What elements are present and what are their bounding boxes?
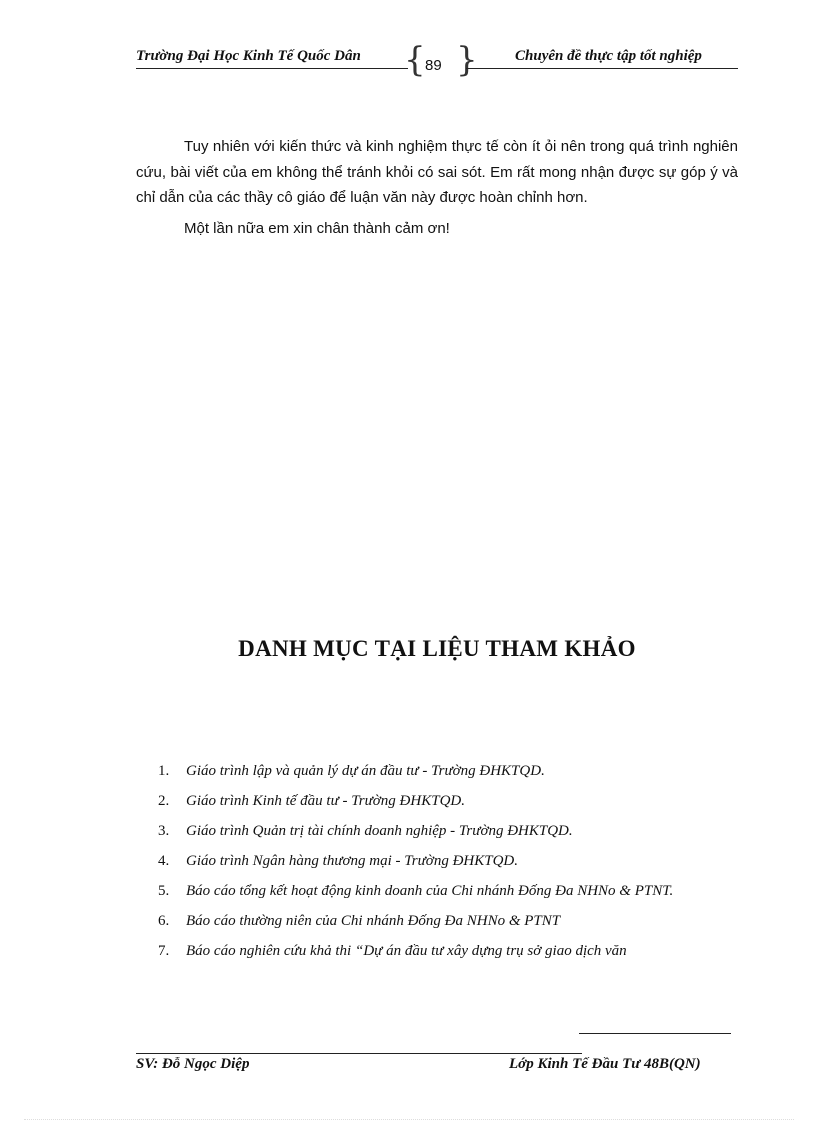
reference-text: Báo cáo nghiên cứu khả thi “Dự án đầu tư xây dựng trụ sở giao dịch văn bbox=[186, 943, 627, 959]
reference-item bbox=[158, 850, 738, 872]
reference-item bbox=[158, 820, 738, 842]
page-number-bracket-open: { bbox=[404, 40, 426, 80]
footer-short-rule bbox=[579, 1033, 731, 1034]
reference-number: 3. bbox=[158, 823, 170, 839]
reference-text: Giáo trình Ngân hàng thương mại - Trường ĐHKTQD. bbox=[186, 853, 518, 869]
reference-text: Báo cáo tổng kết hoạt động kinh doanh của Chi nhánh Đống Đa NHNo & PTNT. bbox=[186, 883, 674, 899]
reference-number: 2. bbox=[158, 793, 170, 809]
reference-number: 7. bbox=[158, 943, 170, 959]
reference-text: Giáo trình Quản trị tài chính doanh nghiệp - Trường ĐHKTQD. bbox=[186, 823, 573, 839]
reference-item bbox=[158, 940, 738, 962]
reference-number: 6. bbox=[158, 913, 170, 929]
reference-text: Báo cáo thường niên của Chi nhánh Đống Đa NHNo & PTNT bbox=[186, 913, 561, 929]
reference-item bbox=[158, 760, 738, 782]
body-paragraph-2: Một lần nữa em xin chân thành cảm ơn! bbox=[184, 220, 450, 237]
reference-number: 5. bbox=[158, 883, 170, 899]
reference-number: 4. bbox=[158, 853, 170, 869]
references-title: DANH MỤC TẠI LIỆU THAM KHẢO bbox=[238, 636, 636, 661]
header-rule-left bbox=[136, 68, 408, 69]
reference-item bbox=[158, 910, 738, 932]
footer-class: Lớp Kinh Tế Đầu Tư 48B(QN) bbox=[509, 1056, 701, 1072]
reference-item bbox=[158, 790, 738, 812]
footer-student: SV: Đỗ Ngọc Diệp bbox=[136, 1056, 250, 1072]
page-number: 89 bbox=[425, 57, 442, 74]
header-rule-right bbox=[466, 68, 738, 69]
page-number-bracket-close: } bbox=[456, 40, 478, 80]
header-topic: Chuyên đề thực tập tốt nghiệp bbox=[515, 48, 702, 64]
page-bottom-edge bbox=[24, 1119, 794, 1120]
footer-rule bbox=[136, 1053, 582, 1054]
body-paragraph-1: Tuy nhiên với kiến thức và kinh nghiệm thực tế còn ít ỏi nên trong quá trình nghiên cứu, bài viết của em không thể tránh khỏi có sai sót. Em rất mong nhận được sự góp ý và chỉ dẫn của các thầy cô giáo để luận văn này được hoàn chỉnh hơn. bbox=[136, 138, 738, 206]
references-list bbox=[158, 760, 738, 970]
reference-text: Giáo trình lập và quản lý dự án đầu tư - Trường ĐHKTQD. bbox=[186, 763, 545, 779]
reference-text: Giáo trình Kinh tế đầu tư - Trường ĐHKTQD. bbox=[186, 793, 465, 809]
reference-number: 1. bbox=[158, 763, 170, 779]
reference-item bbox=[158, 880, 738, 902]
header-university: Trường Đại Học Kinh Tế Quốc Dân bbox=[136, 48, 361, 64]
